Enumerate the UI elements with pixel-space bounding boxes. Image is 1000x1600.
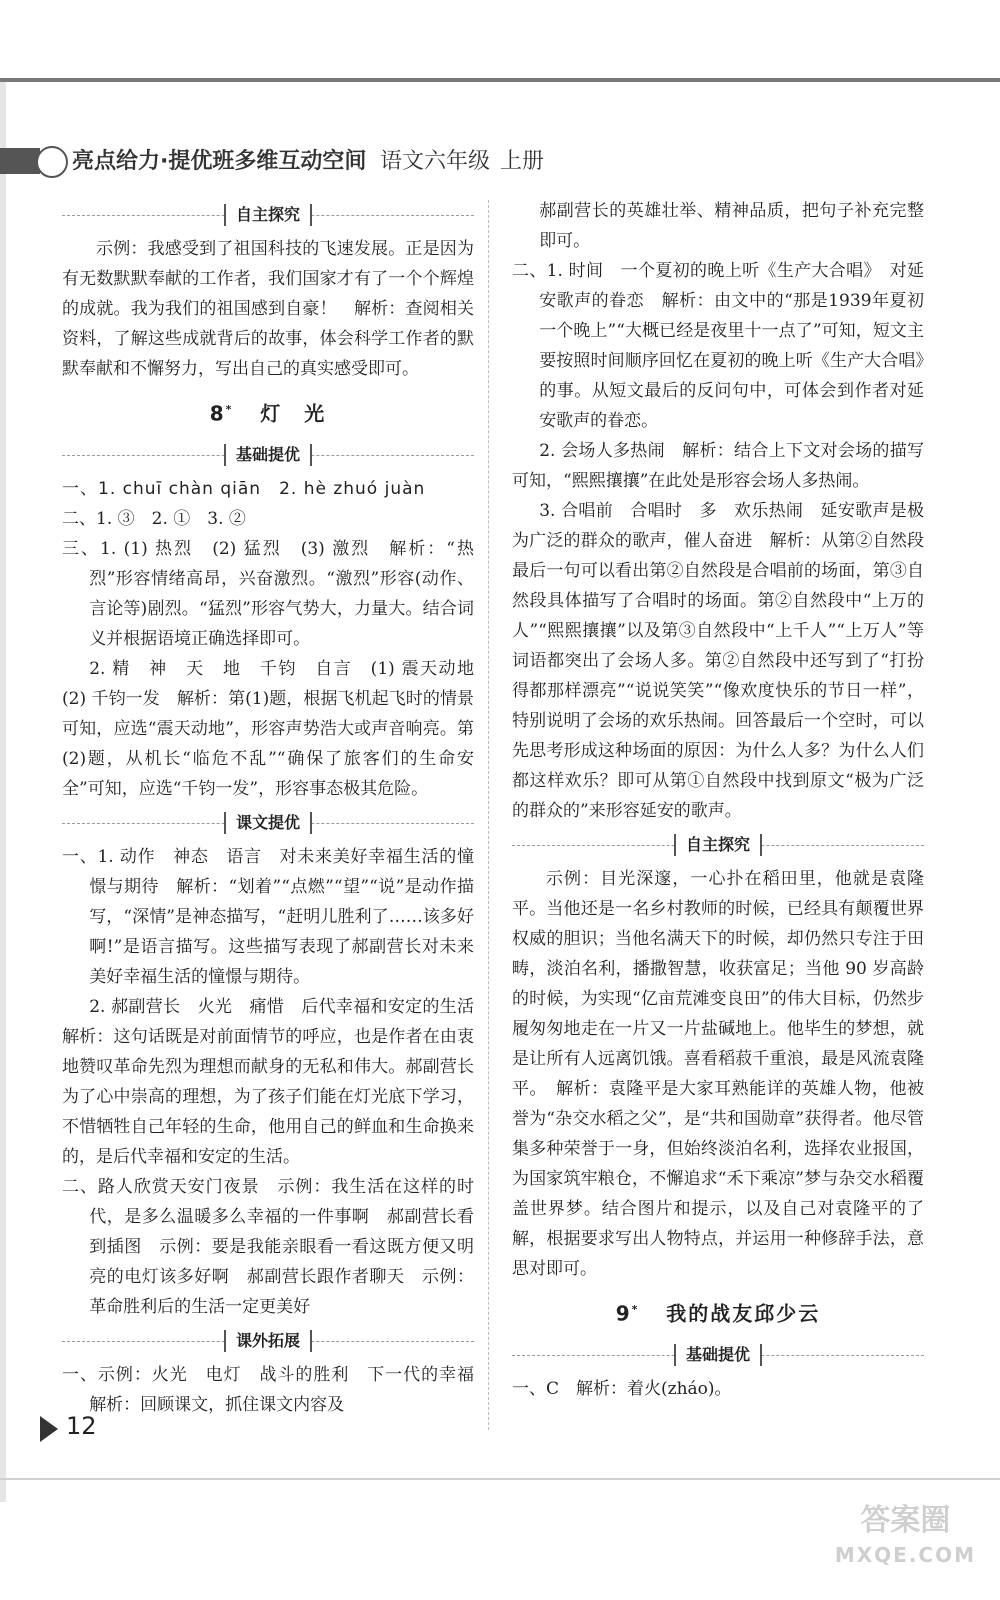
left-shade	[0, 82, 6, 1502]
column-divider	[488, 200, 489, 1430]
answer-item: 2. 精 神 天 地 千钧 自言 (1) 震天动地 (2) 千钧一发 解析：第(1)题，根据飞机起飞时的情景可知，应选“震天动地”，形容声势浩大或声音响亮。第(2)题，从机长“临危不乱”“确保了旅客们的生命安全”可知，应选“千钧一发”，形容事态极其危险。	[62, 659, 491, 799]
answer-item: 三、1. (1) 热烈 (2) 猛烈 (3) 激烈 解析：“热烈”形容情绪高昂，兴奋激烈。“激烈”形容(动作、言论等)剧烈。“猛烈”形容气势大，力量大。结合词义并根据语境正确选择即可。	[62, 539, 474, 649]
answer-item: 郝副营长的英雄壮举、精神品质，把句子补充完整即可。	[539, 201, 924, 251]
answer-item: 2. 郝副营长 火光 痛惜 后代幸福和安定的生活 解析：这句话既是对前面情节的呼应，也是作者在由衷地赞叹革命先烈为理想而献身的无私和伟大。郝副营长为了心中崇高的理想，为了孩子们能在灯光底下学习，不惜牺牲自己年轻的生命，他用自己的鲜血和生命换来的，是后代幸福和安定的生活。	[62, 997, 491, 1167]
answer-item: 2. 会场人多热闹 解析：结合上下文对会场的描写可知，“熙熙攘攘”在此处是形容会场人多热闹。	[512, 441, 924, 491]
logo-icon	[36, 146, 68, 178]
book-title: 亮点给力·提优班多维互动空间	[72, 149, 367, 174]
header-bar	[0, 148, 40, 174]
answer-item: 一、示例：火光 电灯 战斗的胜利 下一代的幸福 解析：回顾课文，抓住课文内容及	[62, 1365, 491, 1415]
top-rule	[0, 78, 1000, 82]
answer-item: 二、1. 时间 一个夏初的晚上听《生产大合唱》 对延安歌声的眷恋 解析：由文中的“那是1939年夏初一个晚上”“大概已经是夜里十一点了”可知，短文主要按照时间顺序回忆在夏初的晚上听《生产大合唱》的事。从短文最后的反问句中，可体会到作者对延安歌声的眷恋。	[512, 261, 924, 431]
book-volume: 上册	[500, 149, 545, 174]
right-column	[512, 196, 924, 1404]
section-heading: 自主探究	[62, 198, 474, 232]
section-heading: 课外拓展	[62, 1324, 474, 1358]
answer-item: 一、1. chuī chàn qiān 2. hè zhuó juàn	[62, 479, 426, 499]
lesson-name: 我的战友邱少云	[666, 1301, 821, 1326]
lesson-name: 灯 光	[260, 401, 327, 426]
answer-item: 一、1. 动作 神态 语言 对未来美好幸福生活的憧憬与期待 解析：“划着”“点燃”“望”“说”是动作描写，“深情”是神态描写，“赶明儿胜利了……该多好啊!”是语言描写。这些描写表现了郝副营长对未来美好幸福生活的憧憬与期待。	[62, 847, 474, 987]
play-arrow-icon	[40, 1416, 58, 1442]
answer-paragraph: 示例：我感受到了祖国科技的飞速发展。正是因为有无数默默奉献的工作者，我们国家才有了一个个辉煌的成就。我为我们的祖国感到自豪！ 解析：查阅相关资料，了解这些成就背后的故事，体会科学工作者的默默奉献和不懈努力，写出自己的真实感受即可。	[62, 239, 474, 379]
watermark-logo: 答案圈 MXQE.COM	[834, 1503, 976, 1567]
lesson-number: 8	[209, 401, 226, 426]
section-heading: 基础提优	[62, 438, 474, 472]
lesson-number: 9	[615, 1301, 632, 1326]
section-heading: 自主探究	[512, 828, 924, 862]
page-header	[0, 140, 1000, 182]
book-grade: 语文六年级	[380, 149, 491, 174]
answer-item: 二、1. ③ 2. ① 3. ②	[62, 509, 246, 529]
section-heading: 基础提优	[512, 1338, 924, 1372]
answer-item: 3. 合唱前 合唱时 多 欢乐热闹 延安歌声是极为广泛的群众的歌声，催人奋进 解析：从第②自然段最后一句可以看出第②自然段是合唱前的场面，第③自然段具体描写了合唱时的场面。第②自然段中“上万的人”“熙熙攘攘”以及第③自然段中“上千人”“上万人”等词语都突出了会场人多。第②自然段中还写到了“打扮得都那样漂亮”“说说笑笑”“像欢度快乐的节日一样”，特别说明了会场的欢乐热闹。回答最后一个空时，可以先思考形成这种场面的原因：为什么人多？为什么人们都这样欢乐？即可从第①自然段中找到原文“极为广泛的群众的”来形容延安的歌声。	[512, 501, 924, 821]
answer-paragraph: 示例：目光深邃，一心扑在稻田里，他就是袁隆平。当他还是一名乡村教师的时候，已经具有颠覆世界权威的胆识；当他名满天下的时候，却仍然只专注于田畴，淡泊名利，播撒智慧，收获富足；当他 90 岁高龄的时候，为实现“亿亩荒滩变良田”的伟大目标，仍然步履匆匆地走在一片又一片盐碱地上。他毕生的梦想，就是让所有人远离饥饿。喜看稻菽千重浪，最是风流袁隆平。 解析：袁隆平是大家耳熟能详的英雄人物，他被誉为“杂交水稻之父”，是“共和国勋章”获得者。他尽管集多种荣誉于一身，但始终淡泊名利，选择农业报国，为国家筑牢粮仓，不懈追求“禾下乘凉”梦与杂交水稻覆盖世界梦。结合图片和提示，以及自己对袁隆平的了解，根据要求写出人物特点，并运用一种修辞手法，意思对即可。	[512, 869, 924, 1279]
lesson-title	[62, 384, 474, 436]
page-number-text: 12	[66, 1412, 97, 1440]
answer-item: 二、路人欣赏天安门夜景 示例：我生活在这样的时代，是多么温暖多么幸福的一件事啊 郝副营长看到插图 示例：要是我能亲眼看一看这既方便又明亮的电灯该多好啊 郝副营长跟作者聊天 示例：革命胜利后的生活一定更美好	[62, 1177, 474, 1317]
answer-item: 一、C 解析：着火(zháo)。	[512, 1379, 732, 1399]
lesson-mark: *	[631, 1303, 640, 1316]
lesson-title	[512, 1284, 924, 1336]
left-column	[62, 196, 491, 1420]
lesson-mark: *	[225, 403, 234, 416]
bottom-rule	[0, 1478, 1000, 1480]
section-heading: 课文提优	[62, 806, 474, 840]
